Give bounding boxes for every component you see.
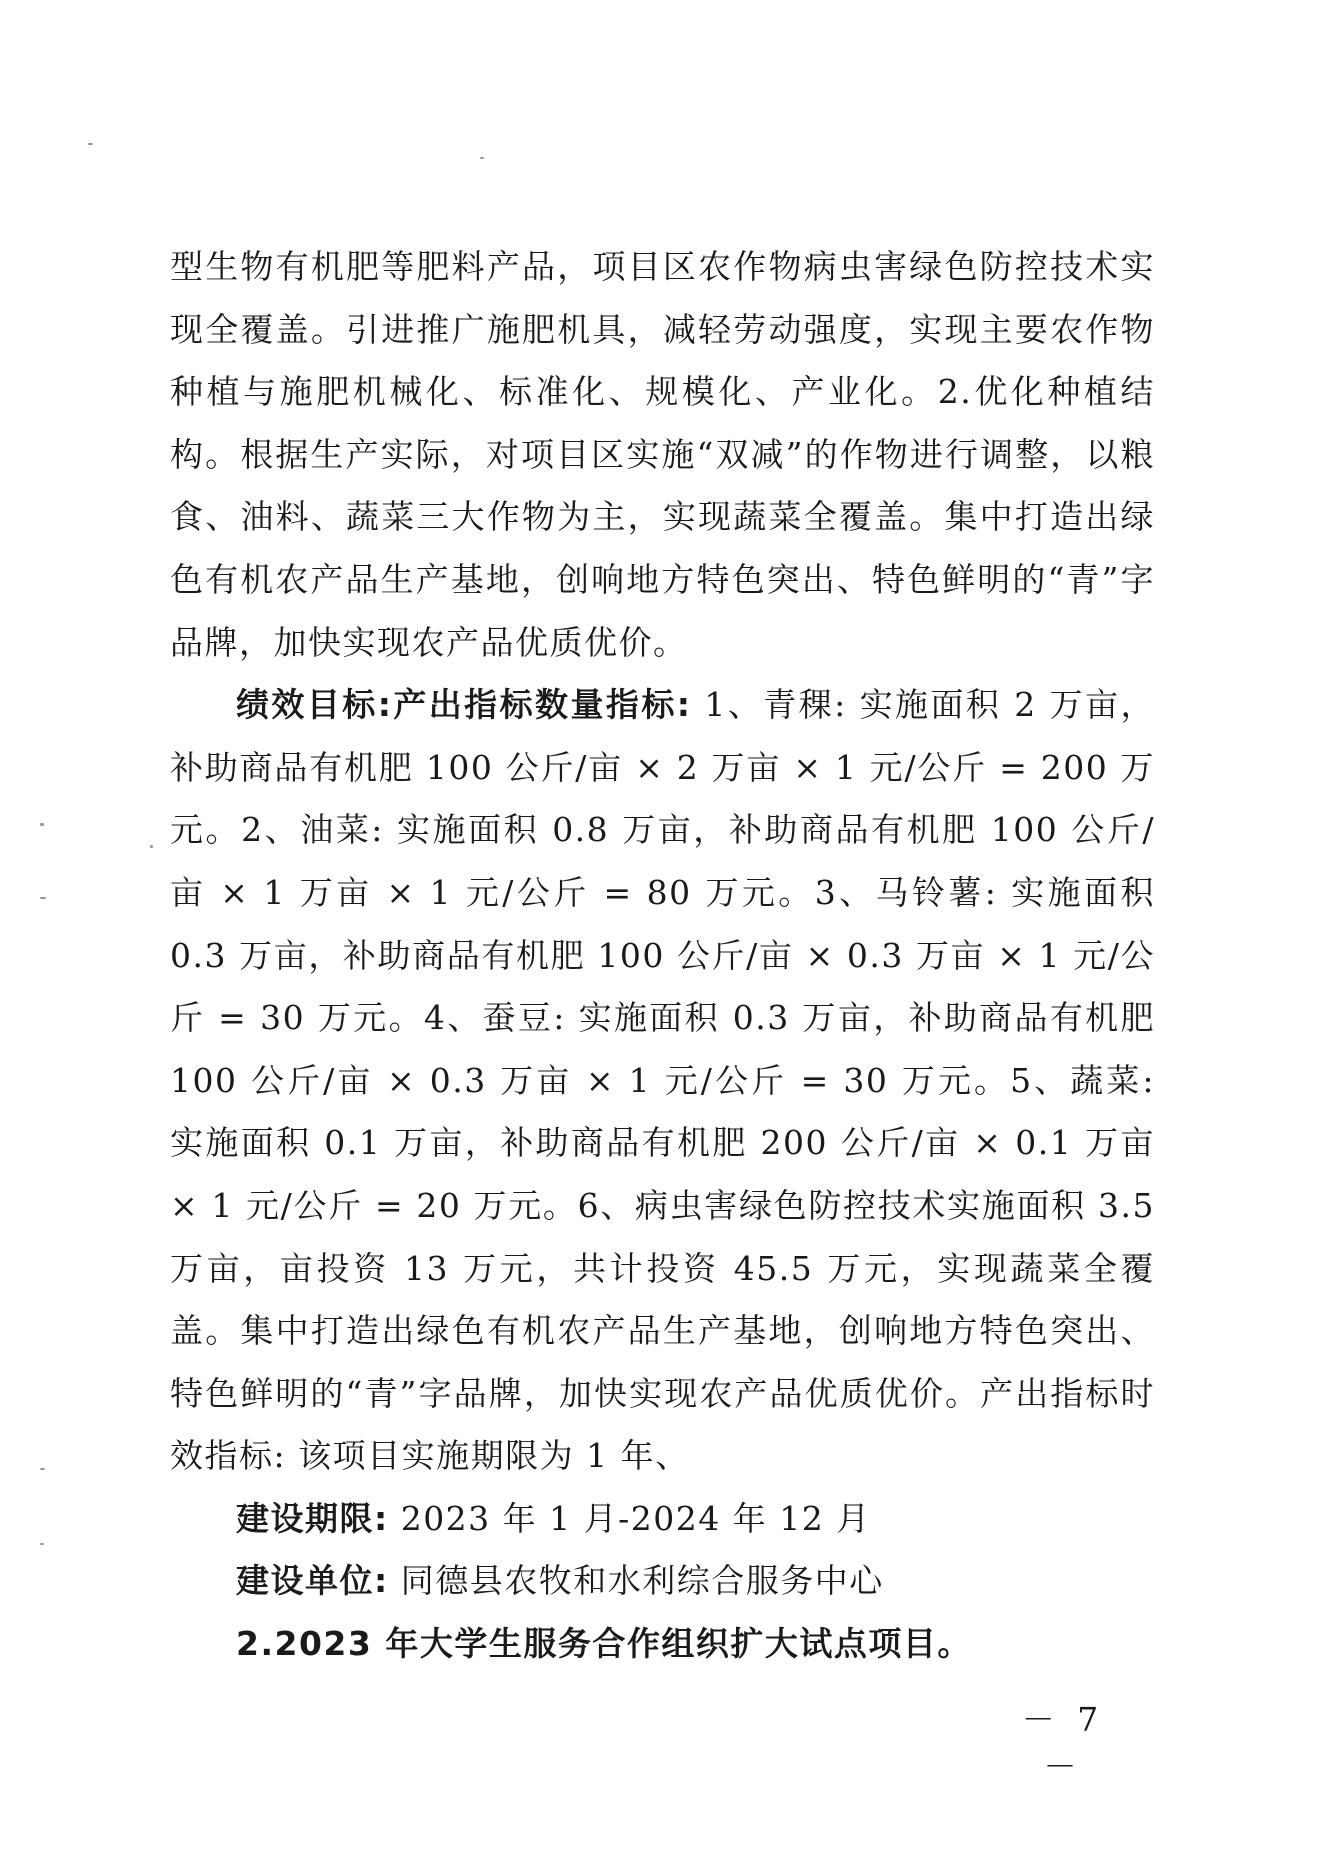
construction-period-value: 2023 年 1 月-2024 年 12 月	[388, 1498, 871, 1538]
scan-speck	[40, 897, 46, 899]
document-body	[170, 236, 1155, 1676]
scan-speck	[40, 1543, 44, 1545]
construction-unit-value: 同德县农牧和水利综合服务中心	[388, 1561, 884, 1601]
performance-target-text: 1、青稞: 实施面积 2 万亩，补助商品有机肥 100 公斤/亩 × 2 万亩 × 1 元/公斤 = 200 万元。2、油菜: 实施面积 0.8 万亩，补助商品有机肥 100 公斤/亩 × 1 万亩 × 1 元/公斤 = 80 万元。3、马铃薯: 实施面积 0.3 万亩，补助商品有机肥 100 公斤/亩 × 0.3 万亩 × 1 元/公斤 = 30 万元。4、蚕豆: 实施面积 0.3 万亩，补助商品有机肥 100 公斤/亩 × 0.3 万亩 × 1 元/公斤 = 30 万元。5、蔬菜: 实施面积 0.1 万亩，补助商品有机肥 200 公斤/亩 × 0.1 万亩 × 1 元/公斤 = 20 万元。6、病虫害绿色防控技术实施面积 3.5 万亩，亩投资 13 万元，共计投资 45.5 万元，实现蔬菜全覆盖。集中打造出绿色有机农产品生产基地，创响地方特色突出、特色鲜明的“青”字品牌，加快实现农产品优质优价。产出指标时效指标: 该项目实施期限为 1 年、	[170, 685, 1155, 1476]
scan-speck	[40, 823, 44, 826]
scan-speck	[480, 157, 484, 159]
construction-period-line	[170, 1488, 1155, 1551]
paragraph-continuation: 型生物有机肥等肥料产品，项目区农作物病虫害绿色防控技术实现全覆盖。引进推广施肥机具，减轻劳动强度，实现主要农作物种植与施肥机械化、标准化、规模化、产业化。2.优化种植结构。根据生产实际，对项目区实施“双减”的作物进行调整，以粮食、油料、蔬菜三大作物为主，实现蔬菜全覆盖。集中打造出绿色有机农产品生产基地，创响地方特色突出、特色鲜明的“青”字品牌，加快实现农产品优质优价。	[170, 247, 1155, 662]
performance-target-paragraph	[170, 674, 1155, 1488]
construction-period-label: 建设期限:	[236, 1498, 389, 1538]
page-number: － 7 －	[1021, 1700, 1105, 1786]
construction-unit-label: 建设单位:	[236, 1561, 389, 1601]
construction-unit-line	[170, 1550, 1155, 1613]
performance-target-label: 绩效目标:产出指标数量指标:	[236, 685, 692, 725]
section-heading: 2.2023 年大学生服务合作组织扩大试点项目。	[236, 1624, 972, 1664]
scan-speck	[150, 845, 153, 848]
scan-speck	[88, 143, 93, 145]
scan-speck	[40, 1468, 45, 1470]
